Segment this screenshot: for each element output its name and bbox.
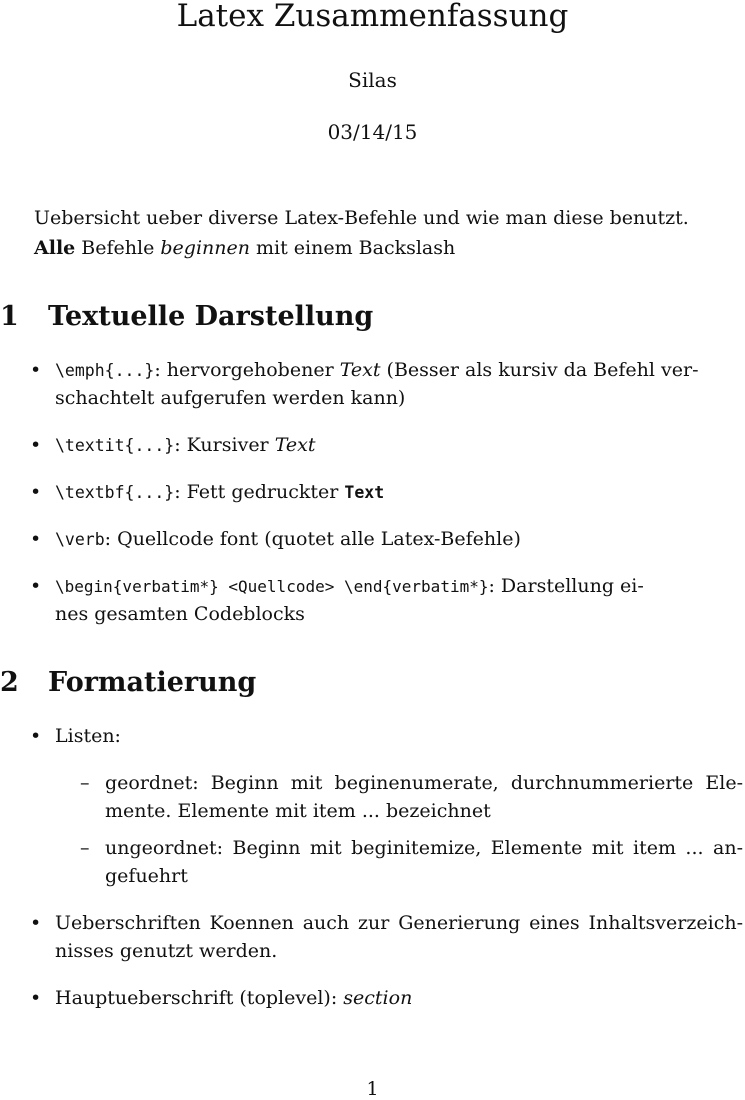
- bullet: •: [30, 725, 42, 747]
- abstract-italic-word: beginnen: [160, 237, 250, 259]
- page-number: 1: [366, 1078, 379, 1100]
- latex-command: \verb: [55, 530, 105, 549]
- list-item-textbf: [55, 478, 743, 507]
- abstract-text-b: mit einem Backslash: [250, 237, 456, 259]
- item-text: Hauptueberschrift (toplevel):: [55, 987, 344, 1009]
- bullet: •: [30, 359, 42, 381]
- list-item-emph-continuation: schachtelt aufgerufen werden kann): [55, 387, 406, 409]
- item-italic: Text: [274, 434, 316, 456]
- bullet: •: [30, 987, 42, 1009]
- bullet: •: [30, 575, 42, 597]
- bullet: •: [30, 528, 42, 550]
- item-text: : Fett gedruckter: [174, 481, 345, 503]
- list-item-ueberschriften-continuation: nisses genutzt werden.: [55, 940, 278, 962]
- list-item-ueberschriften: Ueberschriften Koennen auch zur Generierung eines Inhaltsverzeich-: [55, 912, 743, 934]
- item-text: : hervorgehobener: [154, 359, 340, 381]
- latex-command: \textbf{...}: [55, 483, 175, 502]
- latex-command: \emph{...}: [55, 361, 155, 380]
- sublist-item-ordered-continuation: mente. Elemente mit item ... bezeichnet: [105, 800, 491, 822]
- sublist-item-unordered: ungeordnet: Beginn mit beginitemize, Elemente mit item ... an-: [105, 837, 743, 859]
- sublist-item-unordered-continuation: gefuehrt: [105, 865, 188, 887]
- item-bold: Text: [344, 483, 385, 502]
- list-item-verbatim-continuation: nes gesamten Codeblocks: [55, 603, 305, 625]
- list-item-textit: [55, 431, 743, 460]
- item-italic: Text: [339, 359, 381, 381]
- date: 03/14/15: [327, 120, 418, 144]
- dash: –: [80, 837, 90, 859]
- list-item-verbatim: [55, 572, 743, 601]
- abstract-line-1: Uebersicht ueber diverse Latex-Befehle und wie man diese benutzt.: [34, 207, 689, 229]
- abstract-line-2: [34, 233, 724, 263]
- dash: –: [80, 772, 90, 794]
- item-text: (Besser als kursiv da Befehl ver-: [380, 359, 699, 381]
- bullet: •: [30, 912, 42, 934]
- list-item-hauptueberschrift: [55, 984, 743, 1012]
- sublist-item-ordered: geordnet: Beginn mit beginenumerate, durchnummerierte Ele-: [105, 772, 743, 794]
- section-2-title: Formatierung: [48, 667, 257, 698]
- section-1-title: Textuelle Darstellung: [48, 301, 374, 332]
- list-item-verb: [55, 525, 743, 554]
- abstract-text-a: Befehle: [75, 237, 161, 259]
- item-italic: section: [343, 987, 413, 1009]
- list-item-listen: Listen:: [55, 725, 121, 747]
- item-text: : Quellcode font (quotet alle Latex-Befehle): [104, 528, 521, 550]
- latex-command: \textit{...}: [55, 436, 175, 455]
- section-2-number: 2: [0, 667, 19, 698]
- item-text: : Darstellung ei-: [488, 575, 644, 597]
- bullet: •: [30, 434, 42, 456]
- list-item-emph: [55, 356, 743, 385]
- bullet: •: [30, 481, 42, 503]
- item-text: : Kursiver: [174, 434, 275, 456]
- abstract-bold-word: Alle: [34, 237, 76, 259]
- latex-command: \begin{verbatim*} <Quellcode> \end{verbatim*}: [55, 577, 489, 596]
- author: Silas: [348, 68, 397, 92]
- section-1-number: 1: [0, 301, 19, 332]
- document-title: Latex Zusammenfassung: [176, 0, 569, 34]
